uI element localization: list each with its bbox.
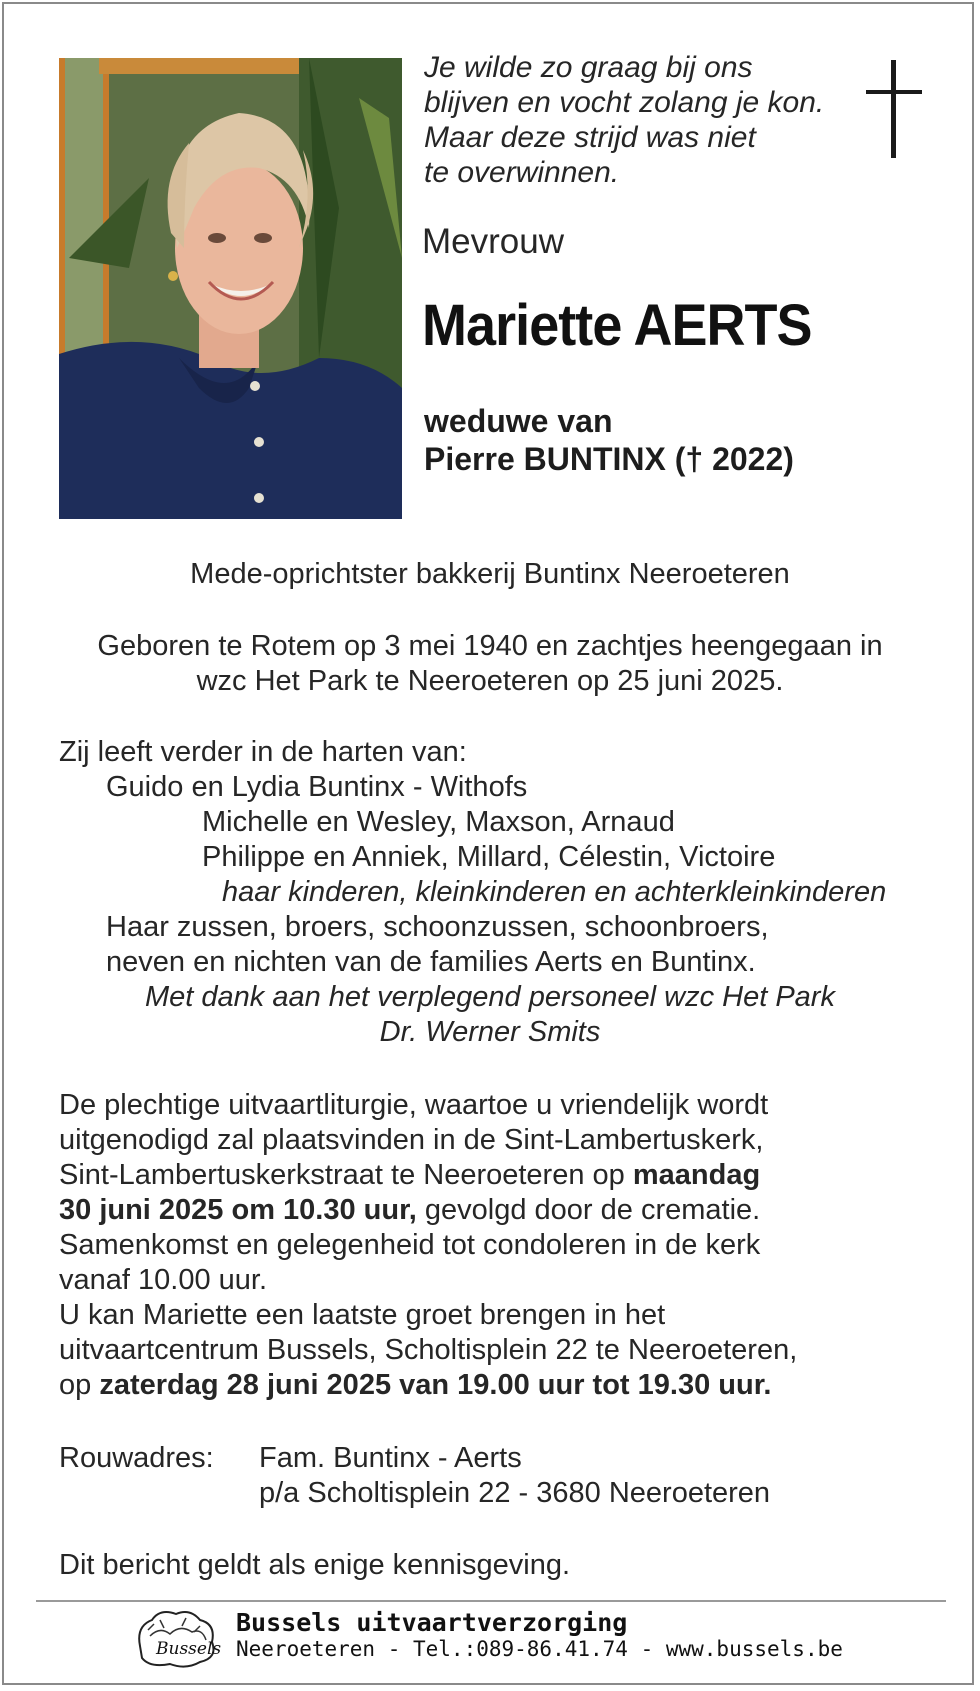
grandchildren-line: Michelle en Wesley, Maxson, Arnaud [202,806,675,838]
children-line: Guido en Lydia Buntinx - Withofs [106,771,528,803]
survivors-intro: Zij leeft verder in de harten van: [59,736,467,768]
funeral-line: U kan Mariette een laatste groet brengen in het [59,1299,666,1331]
family-line: Haar zussen, broers, schoonzussen, schoonbroers, [106,911,769,943]
funeral-line: Samenkomst en gelegenheid tot condoleren in de kerk [59,1229,761,1261]
poem-line: te overwinnen. [424,156,620,189]
funeral-line: De plechtige uitvaartliturgie, waartoe u vriendelijk wordt [59,1089,769,1121]
deceased-name: Mariette AERTS [422,293,812,358]
spouse-info [424,402,794,478]
spouse-line: Pierre BUNTINX († 2022) [424,441,794,477]
poem-line: Je wilde zo graag bij ons [424,51,753,84]
latin-cross-icon [864,60,924,160]
logo-text: Bussels [156,1639,222,1659]
address-label: Rouwadres: [59,1442,214,1474]
thanks-line: Dr. Werner Smits [379,1016,601,1048]
occupation: Mede-oprichtster bakkerij Buntinx Neeroeteren [190,558,790,590]
funeral-line: vanaf 10.00 uur. [59,1264,267,1296]
family-line: neven en nichten van de families Aerts en Buntinx. [106,946,756,978]
birth-line: Geboren te Rotem op 3 mei 1940 en zachtjes heengegaan in [97,630,883,662]
birth-line: wzc Het Park te Neeroeteren op 25 juni 2025. [196,665,784,697]
address-line: Fam. Buntinx - Aerts [259,1442,522,1474]
spouse-line: weduwe van [424,403,613,439]
portrait-photo [59,58,402,519]
funeral-text: op [59,1369,100,1401]
grandchildren-line: Philippe en Anniek, Millard, Célestin, Victoire [202,841,776,873]
footer-contact: Neeroeteren - Tel.:089-86.41.74 - www.bussels.be [236,1637,843,1661]
footer-divider [36,1600,946,1602]
poem-line: Maar deze strijd was niet [424,121,756,154]
funeral-line [59,1158,760,1193]
honorific: Mevrouw [422,222,564,261]
funeral-line: uitvaartcentrum Bussels, Scholtisplein 22 te Neeroeteren, [59,1334,798,1366]
visitation-datetime: zaterdag 28 juni 2025 van 19.00 uur tot 19.30 uur. [99,1369,772,1401]
notice: Dit bericht geldt als enige kennisgeving. [59,1549,571,1581]
poem-line: blijven en vocht zolang je kon. [424,86,825,119]
bussels-logo [130,1606,222,1672]
funeral-line: uitgenodigd zal plaatsvinden in de Sint-Lambertuskerk, [59,1124,764,1156]
funeral-datetime: 30 juni 2025 om 10.30 uur, [59,1194,417,1226]
relation-line: haar kinderen, kleinkinderen en achterkleinkinderen [222,876,887,908]
funeral-line [59,1368,771,1403]
footer-company: Bussels uitvaartverzorging [236,1608,628,1637]
funeral-line [59,1193,760,1228]
thanks-line: Met dank aan het verplegend personeel wzc Het Park [145,981,835,1013]
funeral-text: Sint-Lambertuskerkstraat te Neeroeteren op [59,1159,633,1191]
funeral-text: gevolgd door de crematie. [416,1194,761,1226]
address-line: p/a Scholtisplein 22 - 3680 Neeroeteren [259,1477,771,1509]
poem [424,50,854,190]
funeral-day: maandag [632,1159,761,1191]
